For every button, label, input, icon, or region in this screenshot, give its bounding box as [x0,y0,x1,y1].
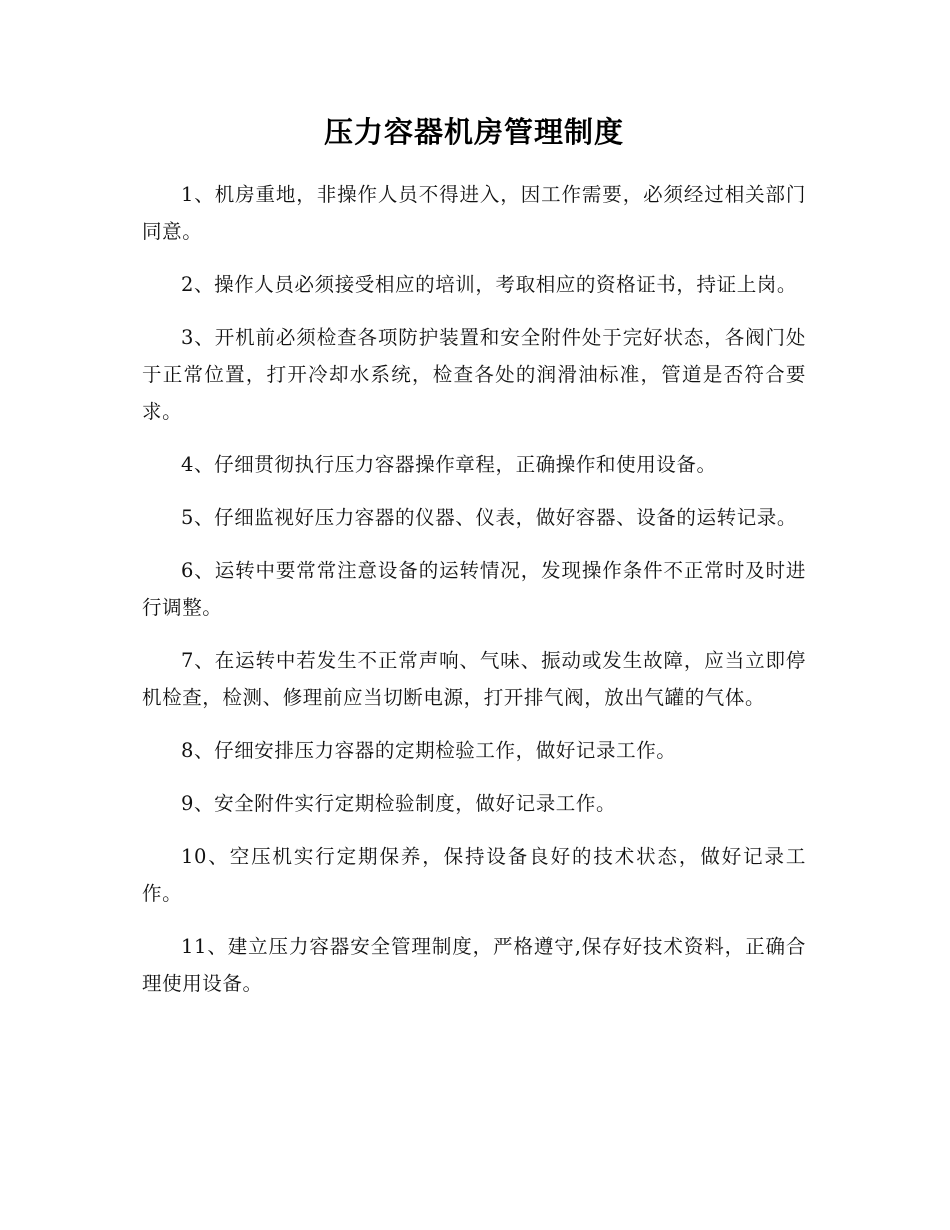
rule-item-8: 8、仔细安排压力容器的定期检验工作，做好记录工作。 [181,739,677,762]
document-title: 压力容器机房管理制度 [323,115,624,149]
rule-item-2: 2、操作人员必须接受相应的培训，考取相应的资格证书，持证上岗。 [181,273,798,296]
rule-item-4: 4、仔细贯彻执行压力容器操作章程，正确操作和使用设备。 [181,453,717,476]
rule-item-7: 7、在运转中若发生不正常声响、气味、振动或发生故障，应当立即停机检查，检测、修理前应当切断电源，打开排气阀，放出气罐的气体。 [142,649,806,709]
rule-item-6: 6、运转中要常常注意设备的运转情况，发现操作条件不正常时及时进行调整。 [142,559,806,619]
rule-item-9: 9、安全附件实行定期检验制度，做好记录工作。 [181,792,617,815]
document-page [142,110,806,1018]
rule-item-1: 1、机房重地，非操作人员不得进入，因工作需要，必须经过相关部门同意。 [142,183,806,243]
rule-item-11: 11、建立压力容器安全管理制度，严格遵守,保存好技术资料，正确合理使用设备。 [142,935,806,995]
rule-item-3: 3、开机前必须检查各项防护装置和安全附件处于完好状态，各阀门处于正常位置，打开冷却水系统，检查各处的润滑油标准，管道是否符合要求。 [142,326,806,423]
rule-item-10: 10、空压机实行定期保养，保持设备良好的技术状态，做好记录工作。 [142,845,806,905]
rule-item-5: 5、仔细监视好压力容器的仪器、仪表，做好容器、设备的运转记录。 [181,506,798,529]
